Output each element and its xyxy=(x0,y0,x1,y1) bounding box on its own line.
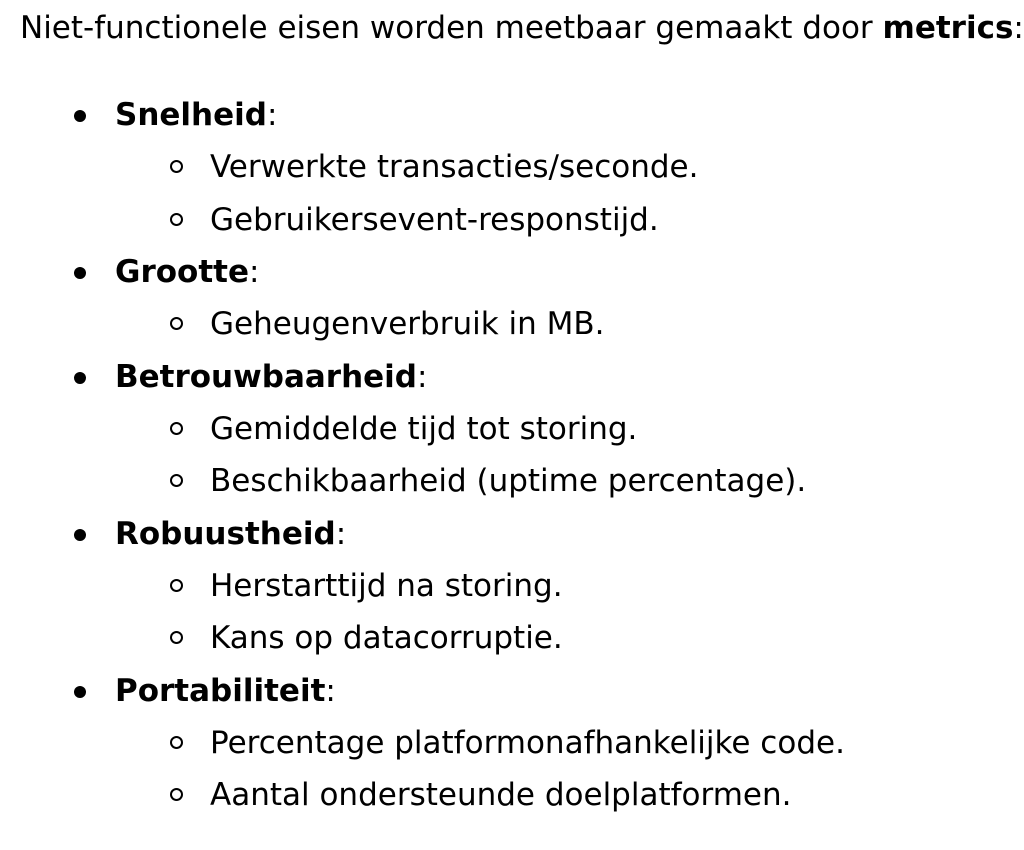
intro-suffix: : xyxy=(1013,10,1024,46)
metric-item xyxy=(0,563,1002,616)
intro-text: Niet-functionele eisen worden meetbaar gemaakt door xyxy=(20,10,883,46)
metric-text: Gemiddelde tijd tot storing. xyxy=(210,410,638,447)
circle-bullet-icon xyxy=(170,317,183,330)
metric-item xyxy=(0,197,1002,250)
circle-bullet-icon xyxy=(170,422,183,435)
category-name: Robuustheid xyxy=(115,515,336,552)
category-suffix: : xyxy=(249,254,260,290)
metric-text: Geheugenverbruik in MB. xyxy=(210,306,605,342)
circle-bullet-icon xyxy=(170,631,183,644)
metric-text: Aantal ondersteunde doelplatformen. xyxy=(210,777,792,813)
circle-bullet-icon xyxy=(170,474,183,487)
category-item xyxy=(0,249,1002,301)
category-item xyxy=(0,92,1002,144)
metric-text: Gebruikersevent-responstijd. xyxy=(210,201,659,238)
metric-item xyxy=(0,458,1002,511)
category-name: Betrouwbaarheid xyxy=(115,358,417,395)
category-suffix: : xyxy=(417,358,428,395)
category-name: Grootte xyxy=(115,254,249,290)
category-item xyxy=(0,511,1002,563)
category-name: Portabiliteit xyxy=(115,672,326,709)
circle-bullet-icon xyxy=(170,736,183,749)
circle-bullet-icon xyxy=(170,160,183,173)
metric-item xyxy=(0,301,1002,354)
metric-text: Percentage platformonafhankelijke code. xyxy=(210,724,845,761)
category-suffix: : xyxy=(325,672,336,709)
bullet-icon xyxy=(74,110,86,122)
category-item xyxy=(0,668,1002,720)
metric-text: Verwerkte transacties/seconde. xyxy=(210,149,699,185)
metric-item xyxy=(0,406,1002,459)
metric-item xyxy=(0,720,1002,773)
metric-item xyxy=(0,615,1002,668)
metric-text: Herstarttijd na storing. xyxy=(210,567,563,604)
category-suffix: : xyxy=(266,97,278,133)
category-name: Snelheid xyxy=(115,97,267,133)
bullet-icon xyxy=(74,529,86,541)
intro-bold-term: metrics xyxy=(882,10,1014,46)
metrics-list xyxy=(0,92,1002,825)
metric-text: Beschikbaarheid (uptime percentage). xyxy=(210,463,807,499)
bullet-icon xyxy=(74,372,86,384)
intro-sentence xyxy=(20,6,1024,50)
metric-item xyxy=(0,144,1002,197)
bullet-icon xyxy=(74,686,86,698)
category-suffix: : xyxy=(335,515,347,552)
circle-bullet-icon xyxy=(170,788,183,801)
circle-bullet-icon xyxy=(170,579,183,592)
category-item xyxy=(0,354,1002,406)
bullet-icon xyxy=(74,267,86,279)
metric-item xyxy=(0,772,1002,825)
circle-bullet-icon xyxy=(170,213,183,226)
metric-text: Kans op datacorruptie. xyxy=(210,620,563,656)
